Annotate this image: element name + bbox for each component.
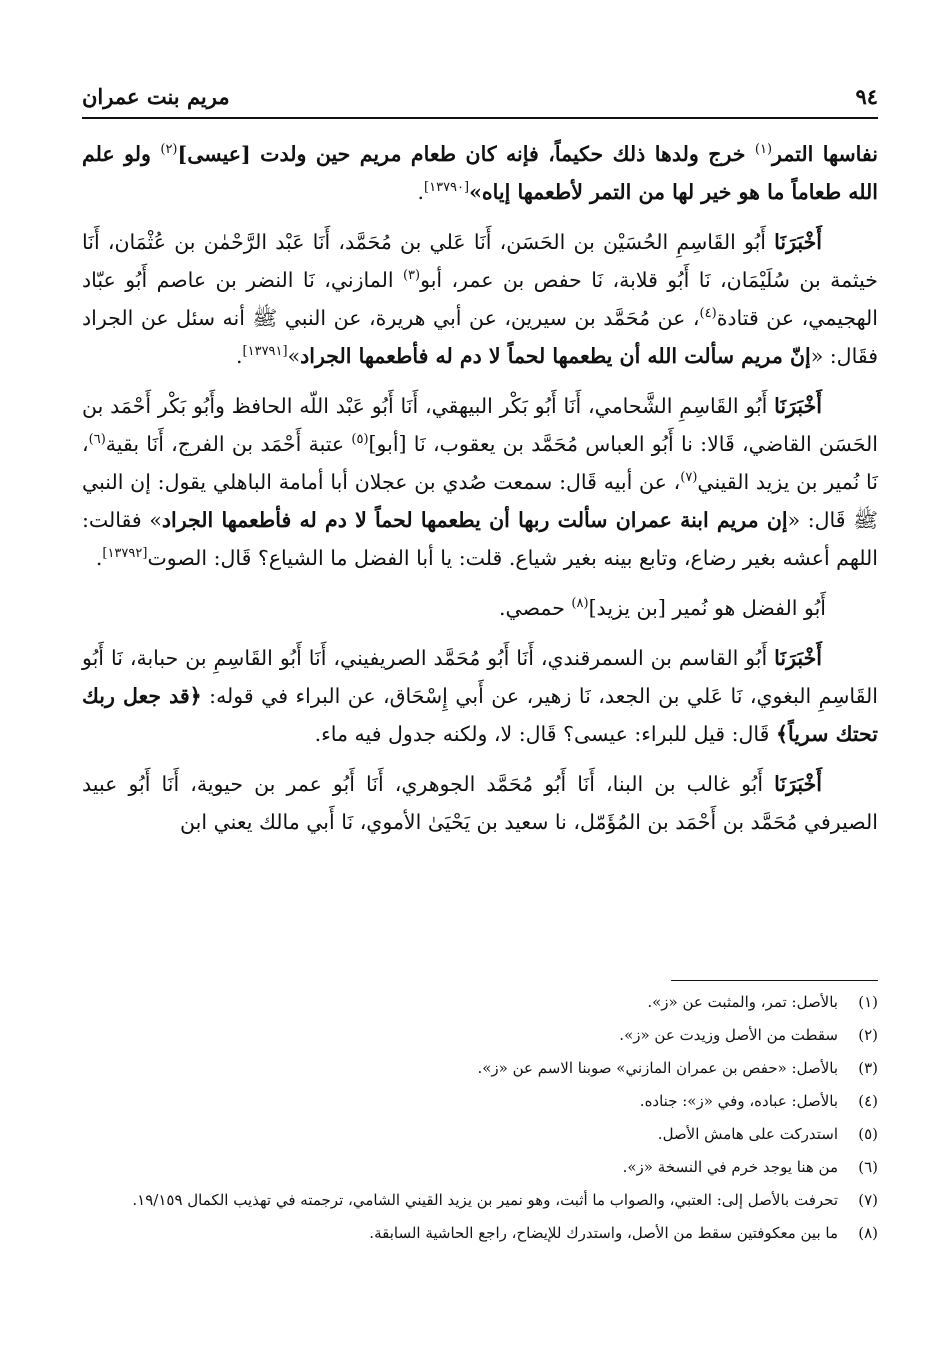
footnote-marker: (٣) [402, 268, 421, 284]
text-run: قَال: قيل للبراء: عيسى؟ قَال: لا، ولكنه جدول فيه ماء. [314, 722, 776, 746]
akhbarana-lead: أَخْبَرَنَا [774, 394, 822, 418]
footnote-text: بالأصل: تمر، والمثبت عن «ز». [647, 993, 838, 1011]
footnote-marker: (٢) [160, 142, 178, 158]
text-run: نفاسها التمر [772, 142, 879, 166]
footnote-marker: (٥) [351, 432, 369, 448]
footnote-number: (٧) [858, 1191, 878, 1209]
text-run: . [95, 546, 103, 570]
page-number: ٩٤ [855, 83, 878, 109]
footnote-rule [671, 980, 878, 981]
hadith-text: إن مريم ابنة عمران سألت ربها أن يطعمها لحماً لا دم له فأطعمها الجراد [161, 508, 788, 532]
paragraph-1 [82, 135, 878, 211]
footnote-number: (٨) [858, 1224, 878, 1242]
paragraph-4 [82, 589, 878, 627]
text-run: أَبُو القَاسِمِ الشَّحامي، أَنَا أَبُو بَكْر البيهقي، أَنَا أَبُو عَبْد اللّه الحافظ وأَبُو بَكْر أَحْمَد بن الحَسَن القاضي، قَالا: نا أَبُو العباس مُحَمَّد بن يعقوب، نَا [أبو] [82, 394, 878, 456]
footnote-3 [82, 1054, 878, 1082]
text-run: أَبُو القاسم بن السمرقندي، أَنَا أَبُو مُحَمَّد الصريفيني، أَنَا أَبُو القَاسِمِ بن حبابة، نَا أَبُو القَاسِمِ البغوي، نَا عَلي بن الجعد، نَا زهير، عن أَبي إِسْحَاق، عن البراء في قوله: [82, 646, 878, 708]
text-run: . [236, 344, 243, 368]
footnote-number: (٣) [858, 1059, 878, 1077]
text-run: خرج ولدها ذلك حكيماً، فإنه كان طعام مريم حين ولدت [عيسى] [177, 142, 755, 166]
footnote-number: (٥) [858, 1125, 878, 1143]
text-run: أَبُو القَاسِمِ الحُسَيْن بن الحَسَن، أَنَا عَلي بن مُحَمَّد، أَنَا عَبْد الرَّحْمٰن بن عُثْمَان، أَنَا خيثمة بن سُلَيْمَان، نَا أَبُو قلابة، نَا حفص بن عمر، أبو [82, 230, 878, 292]
text-run: المازني، نَا النضر بن عاصم أَبُو عبّاد الهجيمي، عن قتادة [82, 268, 879, 330]
footnote-text: ما بين معكوفتين سقط من الأصل، واستدرك للإيضاح، راجع الحاشية السابقة. [369, 1224, 838, 1242]
footnote-marker: (١) [754, 142, 773, 158]
text-run: ، نَا نُمير بن يزيد القيني [82, 432, 878, 494]
footnote-2 [82, 1021, 878, 1049]
paragraph-5 [82, 639, 878, 753]
hadith-text: إنّ مريم سألت الله أن يطعمها لحماً لا دم له فأطعمها الجراد [300, 344, 811, 368]
footnote-marker: (٦) [88, 432, 106, 448]
page-header [82, 78, 878, 114]
quran-verse: ﴿قد جعل ربك تحتك سرياً﴾ [82, 684, 878, 746]
footnote-5 [82, 1120, 878, 1148]
footnote-number: (١) [858, 993, 878, 1011]
footnote-marker: (٤) [699, 306, 717, 322]
hadith-number: [١٣٧٩١] [242, 344, 288, 360]
footnote-8 [82, 1219, 878, 1247]
footnote-1 [82, 988, 878, 1016]
text-run: ، عن أبيه قَال: سمعت صُدي بن عجلان أبا أمامة الباهلي يقول: إن النبي ﷺ قَال: « [82, 470, 879, 532]
text-run: عتبة أَحْمَد بن الفرج، أَنَا بقية [105, 432, 352, 456]
footnote-text: سقطت من الأصل وزيدت عن «ز». [619, 1026, 838, 1044]
footnote-marker: (٨) [571, 596, 589, 612]
footnote-marker: (٧) [680, 470, 698, 486]
footnote-number: (٤) [858, 1092, 878, 1110]
footnote-7 [82, 1186, 878, 1214]
footnote-text: تحرفت بالأصل إلى: العتبي، والصواب ما أثبت، وهو نمير بن يزيد القيني الشامي، ترجمته في تهذيب الكمال ١٩/١٥٩. [132, 1191, 838, 1209]
text-run: ولو علم الله طعاماً ما هو خير لها من التمر لأطعمها إياه» [82, 142, 878, 204]
paragraph-6 [82, 765, 878, 841]
text-run: أَبُو غالب بن البنا، أَنَا أَبُو مُحَمَّد الجوهري، أَنَا أَبُو عمر بن حيوية، أَنَا أَبُو عبيد الصيرفي مُحَمَّد بن أَحْمَد بن المُؤَمّل، نا سعيد بن يَحْيَىٰ الأموي، نَا أَبي مالك يعني ابن [82, 772, 878, 834]
footnote-number: (٦) [858, 1158, 878, 1176]
akhbarana-lead: أَخْبَرَنَا [774, 646, 822, 670]
text-run: » [287, 344, 301, 368]
text-run: أَبُو الفضل هو نُمير [بن يزيد] [588, 596, 826, 620]
footnote-text: بالأصل: «حفص بن عمران المازني» صوبنا الاسم عن «ز». [477, 1059, 838, 1077]
text-run: » فقالت: اللهم أعشه بغير رضاع، وتابع بينه بغير شياع. قلت: يا أبا الفضل ما الشياع؟ قَال: الصوت [82, 508, 878, 570]
footnotes [82, 988, 878, 1252]
footnote-text: استدركت على هامش الأصل. [657, 1125, 838, 1143]
footnote-text: بالأصل: عباده، وفي «ز»: جناده. [639, 1092, 838, 1110]
hadith-number: [١٣٧٩٢] [102, 546, 148, 562]
main-text [82, 135, 878, 853]
footnote-6 [82, 1153, 878, 1181]
running-title: مريم بنت عمران [82, 83, 230, 109]
akhbarana-lead: أَخْبَرَنَا [774, 230, 822, 254]
akhbarana-lead: أَخْبَرَنَا [774, 772, 822, 796]
hadith-number: [١٣٧٩٠] [424, 180, 470, 196]
text-run: ، عن مُحَمَّد بن سيرين، عن أبي هريرة، عن النبي ﷺ أنه سئل عن الجراد فقَال: « [82, 306, 878, 368]
paragraph-3 [82, 387, 878, 577]
footnote-4 [82, 1087, 878, 1115]
header-rule [82, 117, 878, 119]
footnote-number: (٢) [858, 1026, 878, 1044]
text-run: حمصي. [499, 596, 572, 620]
paragraph-2 [82, 223, 878, 375]
text-run: . [417, 180, 425, 204]
footnote-text: من هنا يوجد خرم في النسخة «ز». [622, 1158, 838, 1176]
